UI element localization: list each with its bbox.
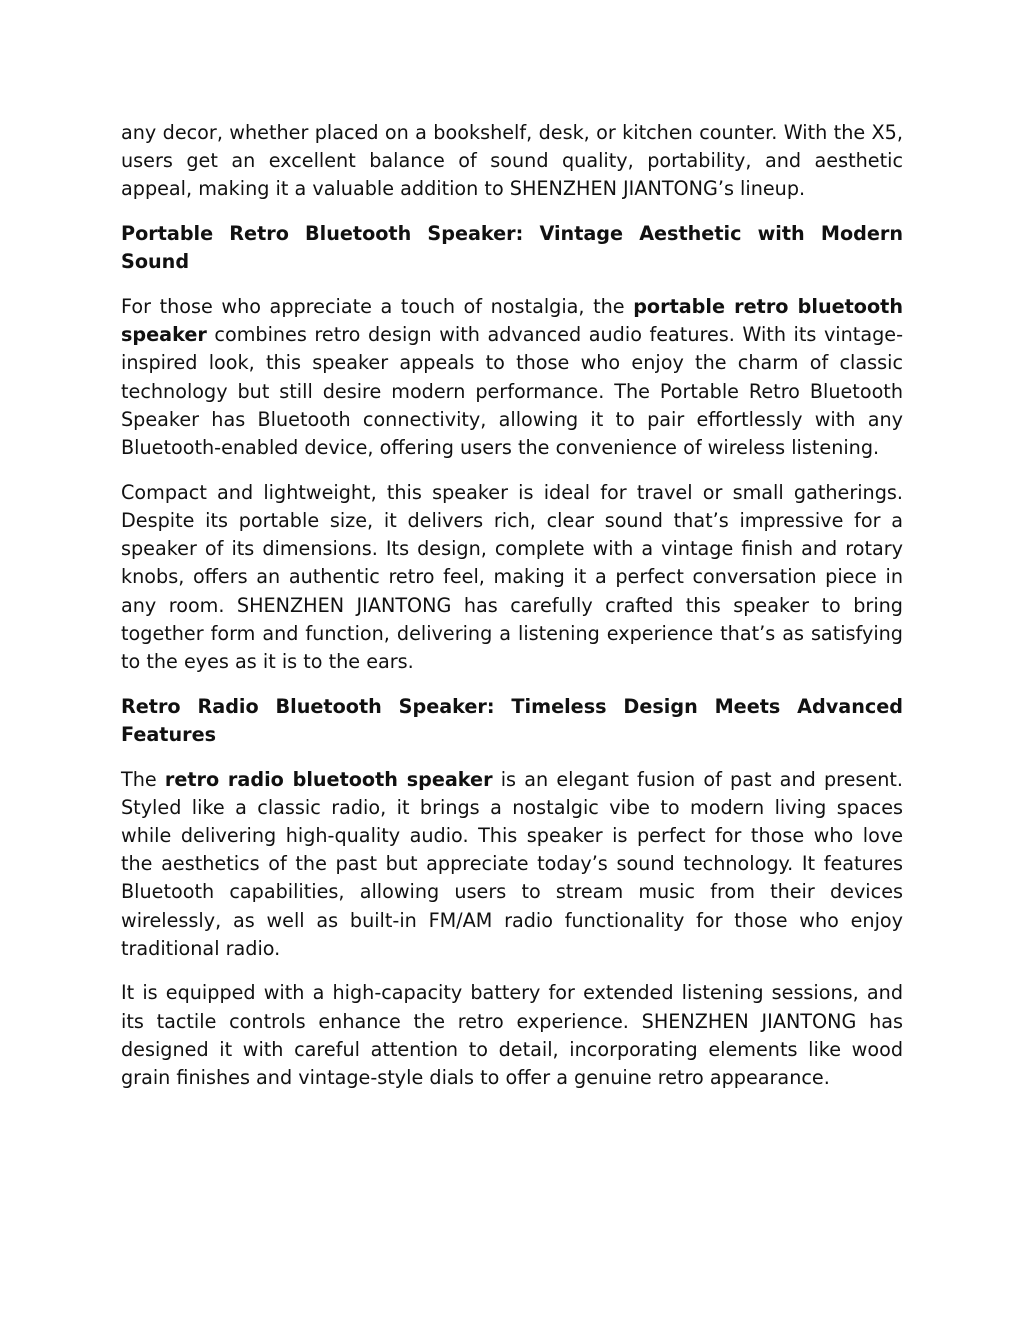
portable-speaker-heading: Portable Retro Bluetooth Speaker: Vintage Aesthetic with Modern Sound <box>121 222 903 274</box>
radio-speaker-paragraph-1 <box>121 766 903 963</box>
radio-speaker-heading: Retro Radio Bluetooth Speaker: Timeless Design Meets Advanced Features <box>121 694 903 746</box>
text-span: For those who appreciate a touch of nostalgia, the <box>121 295 634 319</box>
document-page <box>121 119 903 1109</box>
bold-keyword: portable retro bluetooth speaker <box>121 295 903 347</box>
text-span: The <box>121 767 165 791</box>
intro-paragraph: any decor, whether placed on a bookshelf, desk, or kitchen counter. With the X5, users get an excellent balance of sound quality, portability, and aesthetic appeal, making it a valuable addition to SHENZHEN JIANTONG’s lineup. <box>121 121 903 201</box>
portable-speaker-paragraph-1 <box>121 293 903 462</box>
text-span: is an elegant fusion of past and present. Styled like a classic radio, it brings a nostalgic vibe to modern living spaces while delivering high-quality audio. This speaker is perfect for those who love the aesthetics of the past but appreciate today’s sound technology. It features Bluetooth capabilities, allowing users to stream music from their devices wirelessly, as well as built-in FM/AM radio functionality for those who enjoy traditional radio. <box>121 767 903 960</box>
portable-speaker-paragraph-2: Compact and lightweight, this speaker is ideal for travel or small gatherings. Despite its portable size, it delivers rich, clear sound that’s impressive for a speaker of its dimensions. Its design, complete with a vintage finish and rotary knobs, offers an authentic retro feel, making it a perfect conversation piece in any room. SHENZHEN JIANTONG has carefully crafted this speaker to bring together form and function, delivering a listening experience that’s as satisfying to the eyes as it is to the ears. <box>121 480 903 673</box>
text-span: combines retro design with advanced audio features. With its vintage-inspired look, this speaker appeals to those who enjoy the charm of classic technology but still desire modern performance. The Portable Retro Bluetooth Speaker has Bluetooth connectivity, allowing it to pair effortlessly with any Bluetooth-enabled device, offering users the convenience of wireless listening. <box>121 323 903 460</box>
radio-speaker-paragraph-2: It is equipped with a high-capacity battery for extended listening sessions, and its tactile controls enhance the retro experience. SHENZHEN JIANTONG has designed it with careful attention to detail, incorporating elements like wood grain finishes and vintage-style dials to offer a genuine retro appearance. <box>121 981 903 1090</box>
bold-keyword: retro radio bluetooth speaker <box>164 767 493 791</box>
